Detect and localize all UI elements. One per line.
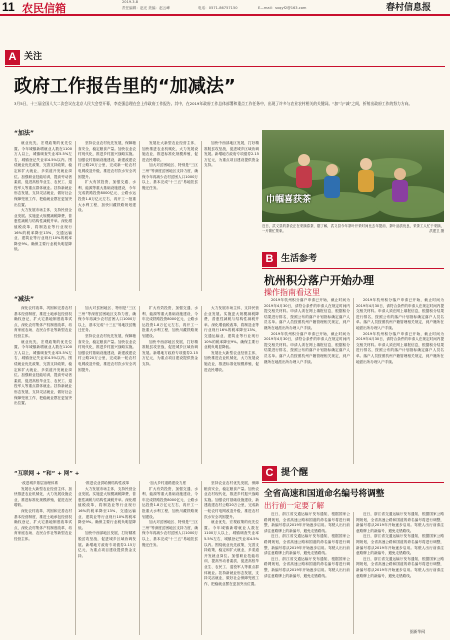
list-item: ·改进城乡基层治理体系 [21,481,59,485]
section-label: 关注 [24,52,43,62]
paragraph: 2019年杭州积分落户申请已开始，截止时间为2019年4月30日，请符合条件的申请人在规定时间内提交相关材料。申请人须在网上填报信息，根据积分结果进行排名，按照公布的落户计划指标确定落户人员名单。落户人员按照杭州户籍管理相关规定，到户籍所在地派出所办理入户手续。 [264,298,350,330]
paragraph: 加大对贫困地区、特别是“三区三州”等深度贫困地区支持力度，确保今年再减少农村贫困人口1000万以上，基本完成“十三五”易地扶贫搬迁任务。 [142,163,198,190]
column-3-tail [142,481,198,635]
article-lead: 3月5日，十三届全国人大二次会议在北京人民大会堂开幕，李克强总理在会上作政府工作报告。其中，在2019年政府工作总体部署和重点工作任务中，出现了许多与农业农村相关的关键词。“加”与“减”之间，折射出政府工作的努力方向。 [14,101,413,106]
column-divider [75,481,76,635]
paragraph: 大力发展市场主体，支持民营企业发展。实施更大规模减税降费，普惠性减税与结构性减税并举。深化增值税改革，将制造业等行业现行16%的税率降至13%，交通运输业、建筑业等行业现行10%的税率降至9%。确保主要行业税负明显降低。 [14,208,72,252]
paragraph: 发展壮大新型农业经营主体，加快推进农业机械化，大力发展设施农业，推进标准化规模养殖，促进农民增收。 [14,486,72,508]
paragraph: 就业优先、宏观政策的优先位置。今年城镇新增就业人数在1100万人以上，城镇调查失业率5.5%左右，城镇登记失业率4.5%以内。围绕就业优先政策，完善支持政策，稳定和扩大就业，多渠道开发就业岗位。加强职业技能培训，提高劳动者素质，促进高校毕业生、农民工、退役军人等重点群体就业。扶持新就业形态发展，支持灵活就业，做好社会保障兜底工作，把稳就业摆在更加突出位置。 [204,520,259,586]
paragraph: 2019年杭州积分落户申请已开始，截止时间为2019年4月30日，请符合条件的申请人在规定时间内提交相关材料。申请人须在网上填报信息，根据积分结果进行排名，按照公布的落户计划指标确定落户人员名单。落户人员按照杭州户籍管理相关规定，到户籍所在地派出所办理入户手续。 [264,331,350,364]
column-divider [75,306,76,464]
column-3-text [142,141,198,291]
column-4-tail [204,481,259,635]
paragraph: 加快中西部地区发展，打好精准脱贫攻坚战，促进城乡区域协调发展。新增地方政府专项债券2.15万亿元，为重点项目建设提供资金支持。 [78,531,136,558]
section-a-header [5,50,85,65]
paragraph: 加大对贫困地区、特别是“三区三州”等深度贫困地区支持力度，确保今年再减少农村贫困人口1000万以上，基本完成“十三五”易地扶贫搬迁任务。 [142,520,198,547]
section-letter: C [262,466,277,481]
section-b-header [262,252,342,267]
article3-col-2 [356,512,444,628]
paragraph: 近日，浙江省交通运输厅发布通知，根据国家公路网规划，全省高速公路和国道的命名编号将进行调整，新编号将从2019年开始逐步启用。驾驶人出行前请注意路牌上的新编号，避免走错路线。 [356,556,444,578]
section-label: 生活参考 [281,254,318,264]
caption-text: 近日，武义县的茶农正在采摘春茶，据了解，武义县今年茶叶开采时间比去年提前，茶叶品质优良，采茶工人忙于采摘，一片繁忙景象。 [262,224,444,234]
paragraph: 近日，浙江省交通运输厅发布通知，根据国家公路网规划，全省高速公路和国道的命名编号将进行调整，新编号将从2019年开始逐步启用。驾驶人出行前请注意路牌上的新编号，避免走错路线。 [264,534,350,556]
article-title: 杭州积分落户开始办理 [264,274,374,287]
photo-caption [262,224,444,248]
column-divider [353,298,354,464]
column-2-lower [78,306,136,464]
paragraph: 大力发展市场主体，支持民营企业发展。实施更大规模减税降费，普惠性减税与结构性减税并举。深化增值税改革，将制造业等行业现行16%的税率降至13%，交通运输业、建筑业等行业现行10%的税率降至9%。确保主要行业税负明显降低。 [78,486,136,530]
column-divider [201,481,202,635]
section-a-rule [5,66,445,67]
list-item: ·加大乡村道路建设力度 [149,481,187,485]
paragraph: 坚持农业农村优先发展，保障粮食安全，稳定粮食产量。加快农业农村现代化，推进乡村振兴战略实施。加强农村基础设施建设，新建改建农村公路20万公里，完成新一轮农村电网改造升级，推进农村饮水安全巩固提升。 [78,141,136,179]
section-name: 农民信箱 [22,2,66,15]
article2-col-2 [356,298,444,464]
tea-picking-photo [262,130,444,222]
paragraph: 近日，浙江省交通运输厅发布通知，根据国家公路网规划，全省高速公路和国道的命名编号将进行调整，新编号将从2019年开始逐步启用。驾驶人出行前请注意路牌上的新编号，避免走错路线。 [356,534,444,556]
paragraph: 深化农村改革，巩固和完善农村基本经营制度，推进土地承包经营权确权登记，扩大宅基地制度改革试点，深化农村集体产权制度改革，培育家庭农场、农民合作社等新型农业经营主体。 [14,306,72,338]
article-title: 全省高速和国道命名编号将调整 [264,489,385,499]
section-letter: B [262,252,277,267]
paragraph: 发展壮大新型农业经营主体，加快推进农业机械化，大力发展设施农业，推进标准化规模养殖，促进农民增收。 [142,141,198,162]
paragraph: 近日，浙江省交通运输厅发布通知，根据国家公路网规划，全省高速公路和国道的命名编号将进行调整，新编号将从2019年开始逐步启用。驾驶人出行前请注意路牌上的新编号，避免走错路线。 [264,512,350,533]
paragraph: 加大对贫困地区、特别是“三区三州”等深度贫困地区支持力度，确保今年再减少农村贫困人口1000万以上，基本完成“十三五”易地扶贫搬迁任务。 [78,306,136,333]
column-divider [353,512,354,634]
phone: 电话：0571-86757150 [198,6,238,10]
email: E—mail：sxqyf2@163.com [258,6,307,10]
column-divider [139,481,140,635]
section-b-rule [262,268,444,269]
column-2-text [78,141,136,291]
column-3-lower [142,306,198,464]
page-number: 11 [2,0,15,14]
column-divider [75,141,76,291]
article-subtitle: 操作指南看这里 [264,288,320,297]
section-letter: A [5,50,20,65]
paragraph: 坚持农业农村优先发展，保障粮食安全，稳定粮食产量。加快农业农村现代化，推进乡村振兴战略实施。加强农村基础设施建设，新建改建农村公路20万公里，完成新一轮农村电网改造升级，推进农村饮水安全巩固提升。 [78,333,136,372]
paragraph: 近日，浙江省交通运输厅发布通知，根据国家公路网规划，全省高速公路和国道的命名编号将进行调整，新编号将从2019年开始逐步启用。驾驶人出行前请注意路牌上的新编号，避免走错路线。 [264,556,350,578]
subhead-addition: “加法” [14,130,34,137]
photo-illustration [262,130,444,222]
paragraph: 扩大有效投资，加强交通、水利、能源等重大基础设施建设，今年完成铁路投资8000亿元、公路水运投资1.8万亿元左右，再开工一批重大水利工程，加快川藏铁路规划建设。 [142,306,198,338]
paragraph: 近日，浙江省交通运输厅发布通知，根据国家公路网规划，全省高速公路和国道的命名编号将进行调整，新编号将从2019年开始逐步启用。驾驶人出行前请注意路牌上的新编号，避免走错路线。 [356,512,444,533]
paragraph: 就业优先、宏观政策的优先位置。今年城镇新增就业人数在1100万人以上，城镇调查失业率5.5%左右，城镇登记失业率4.5%以内。围绕就业优先政策，完善支持政策，稳定和扩大就业，多渠道开发就业岗位。加强职业技能培训，提高劳动者素质，促进高校毕业生、农民工、退役军人等重点群体就业。扶持新就业形态发展，支持灵活就业，做好社会保障兜底工作，把稳就业摆在更加突出位置。 [14,141,72,207]
paragraph: 加快中西部地区发展，打好精准脱贫攻坚战，促进城乡区域协调发展。新增地方政府专项债券2.15万亿元，为重点项目建设提供资金支持。 [142,339,198,366]
column-1-lower [14,306,72,464]
list-item: ·推进农业供给侧结构性改革 [85,481,130,485]
section-c-rule [262,482,444,483]
article3-credit: 据新华网 [410,629,426,634]
paragraph: 大力发展市场主体，支持民营企业发展。实施更大规模减税降费，普惠性减税与结构性减税并举。深化增值税改革，将制造业等行业现行16%的税率降至13%，交通运输业、建筑业等行业现行10%的税率降至9%。确保主要行业税负明显降低。 [204,306,259,350]
article3-col-1 [264,512,350,634]
paragraph: 就业优先、宏观政策的优先位置。今年城镇新增就业人数在1100万人以上，城镇调查失业率5.5%左右，城镇登记失业率4.5%以内。围绕就业优先政策，完善支持政策，稳定和扩大就业，多渠道开发就业岗位。加强职业技能培训，提高劳动者素质，促进高校毕业生、农民工、退役军人等重点群体就业。扶持新就业形态发展，支持灵活就业，做好社会保障兜底工作，把稳就业摆在更加突出位置。 [14,339,72,406]
section-label: 提个醒 [281,468,309,478]
column-divider [201,306,202,464]
paragraph: 加快中西部地区发展，打好精准脱贫攻坚战，促进城乡区域协调发展。新增地方政府专项债券2.15万亿元，为重点项目建设提供资金支持。 [204,141,259,168]
article-title: 政府工作报告里的“加减法” [14,76,236,97]
section-c-header [262,466,342,481]
paragraph: 发展壮大新型农业经营主体，加快推进农业机械化，大力发展设施农业，推进标准化规模养殖，促进农民增收。 [204,350,259,372]
photo-title: 巾帼喜获茶 [266,195,312,205]
column-1-text [14,141,72,291]
issue-date: 2019.3.8 [122,0,139,4]
column-divider [201,141,202,291]
paragraph: 扩大有效投资，加强交通、水利、能源等重大基础设施建设，今年完成铁路投资8000亿元、公路水运投资1.8万亿元左右，再开工一批重大水利工程，加快川藏铁路规划建设。 [78,180,136,213]
article2-col-1 [264,298,350,464]
column-divider [139,306,140,464]
subhead-subtraction: “减法” [14,296,34,303]
masthead [0,0,450,16]
column-divider [139,141,140,291]
photo-credit: 洪建卫 摄 [429,229,444,234]
paragraph: 扩大有效投资，加强交通、水利、能源等重大基础设施建设，今年完成铁路投资8000亿元、公路水运投资1.8万亿元左右，再开工一批重大水利工程，加快川藏铁路规划建设。 [142,486,198,519]
paragraph: 2019年杭州积分落户申请已开始，截止时间为2019年4月30日，请符合条件的申请人在规定时间内提交相关材料。申请人须在网上填报信息，根据积分结果进行排名，按照公布的落户计划指标确定落户人员名单。落户人员按照杭州户籍管理相关规定，到户籍所在地派出所办理入户手续。 [356,298,444,330]
article-subtitle: 出行前一定要了解 [264,501,324,510]
subhead-internet-plus: “互联网 + ”和“ + 网” + [14,471,80,477]
paragraph: 坚持农业农村优先发展，保障粮食安全，稳定粮食产量。加快农业农村现代化，推进乡村振兴战略实施。加强农村基础设施建设，新建改建农村公路20万公里，完成新一轮农村电网改造升级，推进农村饮水安全巩固提升。 [204,481,259,519]
paragraph: 深化农村改革，巩固和完善农村基本经营制度，推进土地承包经营权确权登记，扩大宅基地制度改革试点，深化农村集体产权制度改革，培育家庭农场、农民合作社等新型农业经营主体。 [14,508,72,541]
column-1-tail [14,481,72,635]
column-2-tail [78,481,136,635]
editor-line: 责任编辑：赵光 美编：赵云峰 [122,6,170,10]
newspaper-logo: 春村信息报 [386,3,432,13]
column-4-text [204,141,259,291]
column-4-lower [204,306,259,464]
paragraph: 2019年杭州积分落户申请已开始，截止时间为2019年4月30日，请符合条件的申请人在规定时间内提交相关材料。申请人须在网上填报信息，根据积分结果进行排名，按照公布的落户计划指标确定落户人员名单。落户人员按照杭州户籍管理相关规定，到户籍所在地派出所办理入户手续。 [356,331,444,364]
